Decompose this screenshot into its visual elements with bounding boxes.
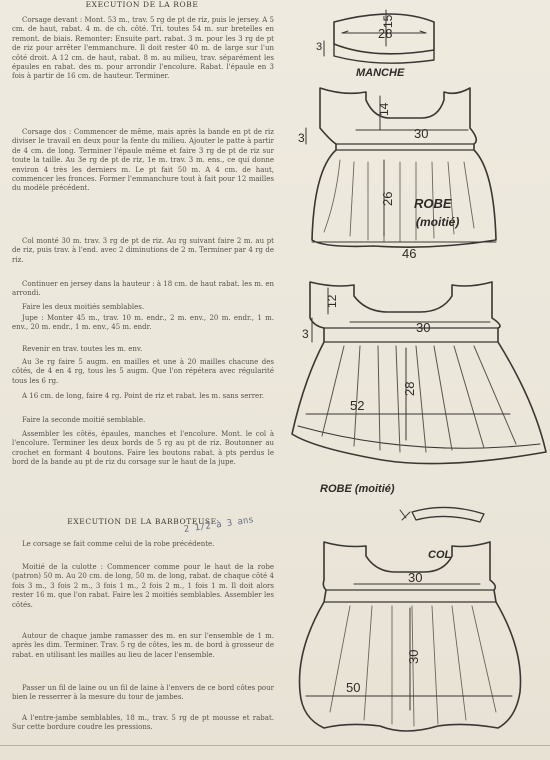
dress1-armhole-label: 14 <box>377 102 391 116</box>
dress2-caption: ROBE (moitié) <box>320 483 395 495</box>
bottom-rule <box>0 745 550 746</box>
section-title-barboteuse: EXECUTION DE LA BARBOTEUSE <box>67 517 217 526</box>
patterns-column <box>284 0 550 760</box>
paragraph-jupe: Jupe : Monter 45 m., trav. 10 m. endr., 2 m. env., 20 m. endr., 1 m. env., 20 m. endr., 1 m. env., 45 m. endr. <box>12 314 274 332</box>
paragraph-col: Col monté 30 m. trav. 3 rg de pt de riz. Au rg suivant faire 2 m. au pt de riz, puis trav. à l'end. avec 2 diminutions de 2 m. Terminer par 4 rg de riz. <box>12 237 274 264</box>
paragraph-augmentations: Au 3e rg faire 5 augm. en mailles et une à 20 mailles chacune des côtés, de 4 en 4 rg, tous les 5 augm. Que l'on répétera avec régularité tous les 6 rg. <box>12 358 274 385</box>
paragraph-jambes: Autour de chaque jambe ramasser des m. en sur l'ensemble de 1 m. après les dim. Terminer. Trav. 5 rg de côtes, les m. de bord à grosseur de rabat. en utilisant les mailles au lieu de lacer l'ensemble. <box>12 632 274 659</box>
sleeve-width-label: 28 <box>378 26 393 41</box>
paragraph-assembler: Assembler les côtés, épaules, manches et l'encolure. Mont. le col à l'encolure. Terminer les deux bords de 5 rg au pt de riz. Boutonner au crochet en formant 4 boutons. Faire les boutons rabat. à pts perdus le bord de la bande au pt de riz du corsage sur le haut de la jupe. <box>12 430 274 467</box>
paragraph-revenir: Revenir en trav. toutes les m. env. <box>22 345 143 353</box>
pattern-diagrams <box>284 0 550 760</box>
dress1-hem-width-label: 46 <box>402 246 417 261</box>
dress2-armhole-label: 12 <box>325 294 339 308</box>
dress-pattern-2 <box>292 282 546 464</box>
paragraph-fil-de-laine: Passer un fil de laine ou un fil de laine à l'envers de ce bord côtes pour bien le resserrer à la mesure du tour de jambes. <box>12 684 274 702</box>
dress1-caption-moitie: (moitié) <box>416 215 460 229</box>
dress2-bodice-width-label: 30 <box>416 320 431 335</box>
dress1-skirt-length-label: 26 <box>380 191 395 206</box>
paragraph-continuer: Continuer en jersey dans la hauteur : à 18 cm. de haut rabat. les m. en arrondi. <box>12 280 274 298</box>
paragraph-seconde-moitie: Faire la seconde moitié semblable. <box>22 416 146 424</box>
romper-width-label: 50 <box>346 680 361 695</box>
instructions-column <box>12 0 284 760</box>
paragraph-corsage-barboteuse: Le corsage se fait comme celui de la robe précédente. <box>22 540 215 548</box>
dress1-bodice-width-label: 30 <box>414 126 429 141</box>
romper-length-label: 30 <box>406 649 421 664</box>
sleeve-height-label: 15 <box>381 14 395 28</box>
collar-caption: COL <box>428 549 452 561</box>
dress-pattern-1 <box>306 88 496 247</box>
dress1-caption-robe: ROBE <box>414 196 452 211</box>
paragraph-entre-jambe: A l'entre-jambe semblables, 18 m., trav. 5 rg de pt mousse et rabat. Sur cette bordure coudre les pressions. <box>12 714 274 732</box>
paragraph-corsage-devant: Corsage devant : Mont. 53 m., trav. 5 rg de pt de riz, puis le jersey. A 5 cm. de haut, rabat. 4 m. de ch. côté. Tri. toutes 54 m. sur bretelles en remont. de biais. Remonter: Ensuite part. rabat. 3 m. pour les 3 rg de pt de riz pour arrêter l'emmanchure. Il doit rester 40 m. de large sur l'un côté droit. A 12 cm. de haut, rabat. 8 m. au milieu, trav. séparément les épaules en rabat. des m. pour arrondir l'encolure. Rabat. l'épaule en 3 fois à partir de 16 cm. de hauteur. Terminer. <box>12 16 274 81</box>
dress2-hem-width-label: 52 <box>350 398 365 413</box>
section-title-robe: EXECUTION DE LA ROBE <box>85 0 199 9</box>
dress2-band-label: 3 <box>302 327 309 341</box>
paragraph-deux-moities: Faire les deux moitiés semblables. <box>22 303 145 311</box>
paragraph-corsage-dos: Corsage dos : Commencer de même, mais après la bande en pt de riz diviser le travail en deux pour la fente du milieu. Ajouter le patte à partir de 4 cm. de long. Terminer l'épaule même et faire 3 rg de pt de riz sur toute la taille. Au 3e rg de pt de riz, 1e m. trav. 3 m. ens., ce qui donne environ 4 très les derniers m. Le pt fait 50 m. A 4 cm. de haut, commencer les fronces. Former l'emmanchure tout à fait pour 12 mailles du modèle précédent. <box>12 128 274 193</box>
collar-pattern <box>400 507 484 522</box>
dress1-band-label: 3 <box>298 131 305 145</box>
romper-bodice-width-label: 30 <box>408 570 423 585</box>
paragraph-moitie-culotte: Moitié de la culotte : Commencer comme pour le haut de la robe (patron) 50 m. Au 20 cm. de long, 50 m. de long, rabat. de chaque côté 4 fois 3 m., 3 fois 2 m., 3 fois 1 m., 2 fois 2 m., 1 fois 1 m. Il doit alors rester 16 m. que l'on rabat. Faire les 2 moitiés semblables. Assembler les côtés. <box>12 563 274 609</box>
dress2-skirt-length-label: 28 <box>402 381 417 396</box>
sleeve-caption: MANCHE <box>356 67 405 79</box>
sleeve-cuff-label: 3 <box>316 41 323 53</box>
handwritten-age-note: 2 1/2 à 3 ans <box>183 515 255 535</box>
paragraph-point-de-riz: A 16 cm. de long, faire 4 rg. Point de riz et rabat. les m. sans serrer. <box>22 392 264 400</box>
